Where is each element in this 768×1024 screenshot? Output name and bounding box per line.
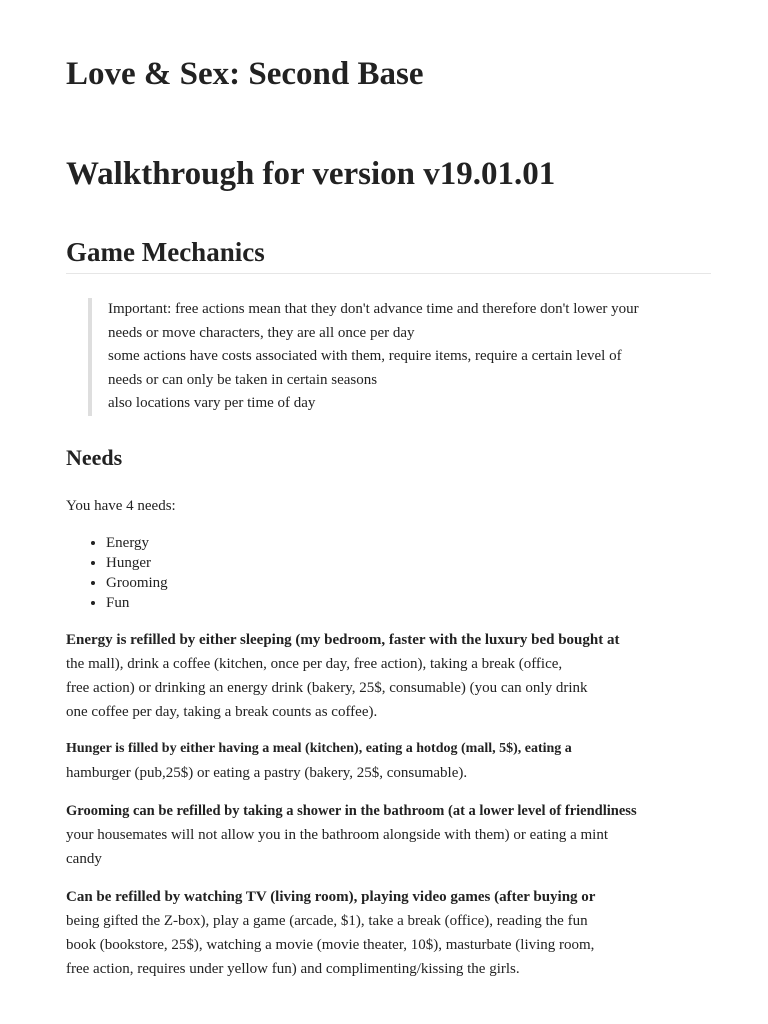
needs-intro bbox=[66, 494, 666, 518]
grooming-paragraph bbox=[66, 799, 666, 871]
paragraph-line: free action) or drinking an energy drink (bakery, 25$, consumable) (you can only drink bbox=[66, 680, 588, 696]
paragraph-line: hamburger (pub,25$) or eating a pastry (bakery, 25$, consumable). bbox=[66, 765, 468, 781]
important-note-blockquote bbox=[88, 298, 698, 416]
needs-heading: Needs bbox=[66, 445, 123, 470]
list-item: • Hunger bbox=[106, 553, 168, 573]
heading-divider bbox=[66, 273, 711, 274]
paragraph-line: free action, requires under yellow fun) and complimenting/kissing the girls. bbox=[66, 961, 520, 977]
paragraph-line: Can be refilled by watching TV (living room), playing video games (after buying or bbox=[66, 889, 596, 905]
fun-paragraph bbox=[66, 885, 666, 981]
paragraph-line: Energy is refilled by either sleeping (my bedroom, faster with the luxury bed bought at bbox=[66, 632, 620, 648]
walkthrough-heading: Walkthrough for version v19.01.01 bbox=[66, 156, 556, 192]
note-line: needs or move characters, they are all once per day bbox=[108, 324, 415, 341]
paragraph-line: the mall), drink a coffee (kitchen, once per day, free action), taking a break (office, bbox=[66, 656, 563, 672]
energy-paragraph bbox=[66, 628, 666, 724]
needs-intro-text: You have 4 needs: bbox=[66, 498, 176, 514]
paragraph-line: Grooming can be refilled by taking a shower in the bathroom (at a lower level of friendliness bbox=[66, 803, 637, 819]
list-item: • Energy bbox=[106, 533, 168, 553]
note-line: also locations vary per time of day bbox=[108, 395, 316, 411]
note-line: Important: free actions mean that they don't advance time and therefore don't lower your bbox=[108, 301, 639, 317]
paragraph-line: being gifted the Z-box), play a game (arcade, $1), take a break (office), reading the fun bbox=[66, 913, 588, 929]
hunger-paragraph bbox=[66, 737, 666, 785]
paragraph-line: candy bbox=[66, 851, 102, 867]
paragraph-line: your housemates will not allow you in the bathroom alongside with them) or eating a mint bbox=[66, 827, 608, 843]
paragraph-line: book (bookstore, 25$), watching a movie (movie theater, 10$), masturbate (living room, bbox=[66, 937, 595, 953]
paragraph-line: one coffee per day, taking a break counts as coffee). bbox=[66, 704, 378, 720]
document-title: Love & Sex: Second Base bbox=[66, 56, 424, 92]
needs-list bbox=[66, 533, 168, 613]
paragraph-line: Hunger is filled by either having a meal (kitchen), eating a hotdog (mall, 5$), eating a bbox=[66, 741, 572, 756]
note-line: some actions have costs associated with them, require items, require a certain level of bbox=[108, 348, 622, 364]
list-item: • Grooming bbox=[106, 573, 168, 593]
game-mechanics-heading: Game Mechanics bbox=[66, 237, 265, 267]
list-item: • Fun bbox=[106, 593, 168, 613]
note-line: needs or can only be taken in certain seasons bbox=[108, 371, 378, 388]
